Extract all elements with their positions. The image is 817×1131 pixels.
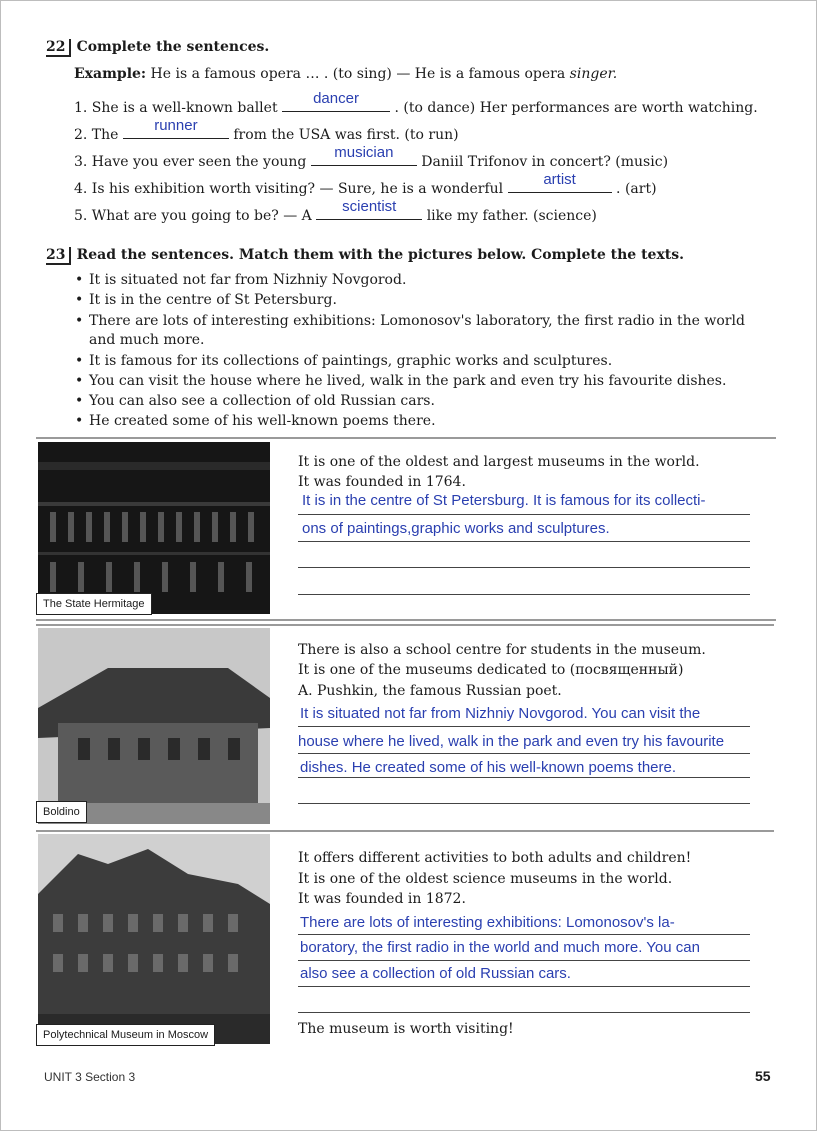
- answer-blank[interactable]: [311, 144, 417, 166]
- exercise-23-heading: [46, 244, 684, 265]
- building-photo-icon: [38, 442, 270, 614]
- footer-unit-label: UNIT 3 Section 3: [44, 1070, 136, 1084]
- answer-line: It is situated not far from Nizhniy Novgorod. You can visit the: [300, 705, 701, 722]
- bullet-item: • There are lots of interesting exhibitions: Lomonosov's laboratory, the first radio in the world: [89, 313, 745, 329]
- answer-rule: [298, 960, 750, 961]
- polytechnical-photo: [38, 834, 270, 1044]
- sentence-text: 1. She is a well-known ballet: [74, 100, 278, 116]
- sentence-text: Daniil Trifonov in concert? (music): [421, 154, 669, 170]
- exercise-title: Read the sentences. Match them with the pictures below. Complete the texts.: [76, 247, 685, 263]
- bullet-item: • It is famous for its collections of paintings, graphic works and sculptures.: [89, 353, 612, 369]
- panel-closing-line: The museum is worth visiting!: [298, 1021, 514, 1037]
- panel-text-line: It was founded in 1872.: [298, 891, 466, 907]
- sentence-text: 4. Is his exhibition worth visiting? — Sure, he is a wonderful: [74, 181, 504, 197]
- answer-text: scientist: [342, 198, 397, 215]
- sentence-text: from the USA was first. (to run): [233, 127, 459, 143]
- answer-blank[interactable]: [123, 117, 229, 139]
- answer-rule: [298, 514, 750, 515]
- answer-rule: [298, 541, 750, 542]
- sentence-4: [74, 171, 657, 197]
- answer-rule: [298, 986, 750, 987]
- house-photo-icon: [38, 628, 270, 824]
- answer-rule: [298, 803, 750, 804]
- answer-line: ons of paintings,graphic works and sculptures.: [302, 520, 610, 537]
- example-text: He is a famous opera … . (to sing) — He is a famous opera: [150, 66, 570, 82]
- answer-rule: [298, 753, 750, 754]
- sentence-text: 3. Have you ever seen the young: [74, 154, 307, 170]
- panel-text-line: It was founded in 1764.: [298, 474, 466, 490]
- answer-rule: [298, 934, 750, 935]
- panel-text-line: There is also a school centre for students in the museum.: [298, 642, 706, 658]
- exercise-22-heading: [46, 36, 269, 57]
- panel-text-line: It is one of the museums dedicated to (посвященный): [298, 662, 684, 678]
- answer-blank[interactable]: [282, 90, 390, 112]
- answer-blank[interactable]: [508, 171, 612, 193]
- sentence-text: like my father. (science): [426, 208, 597, 224]
- museum-photo-icon: [38, 834, 270, 1044]
- exercise-title: Complete the sentences.: [76, 39, 270, 55]
- answer-rule: [298, 1012, 750, 1013]
- answer-text: dancer: [313, 90, 359, 107]
- bullet-item: • It is in the centre of St Petersburg.: [89, 292, 337, 308]
- answer-rule: [298, 567, 750, 568]
- exercise-number: 22: [46, 39, 71, 57]
- answer-line: also see a collection of old Russian cars.: [300, 965, 571, 982]
- sentence-5: [74, 198, 597, 224]
- photo-caption: Boldino: [36, 801, 87, 823]
- answer-text: artist: [543, 171, 576, 188]
- bullet-item: • You can also see a collection of old Russian cars.: [89, 393, 435, 409]
- panel-text-line: A. Pushkin, the famous Russian poet.: [298, 683, 562, 699]
- answer-line: boratory, the first radio in the world and much more. You can: [300, 939, 700, 956]
- panel-text-line: It is one of the oldest and largest museums in the world.: [298, 454, 700, 470]
- bullet-item: • He created some of his well-known poems there.: [89, 413, 436, 429]
- exercise-number: 23: [46, 247, 71, 265]
- panel-text-line: It offers different activities to both adults and children!: [298, 850, 692, 866]
- answer-line: There are lots of interesting exhibitions: Lomonosov's la-: [300, 914, 675, 931]
- photo-caption: Polytechnical Museum in Moscow: [36, 1024, 215, 1046]
- bullet-item: • You can visit the house where he lived, walk in the park and even try his favourite dishes.: [89, 373, 726, 389]
- boldino-photo: [38, 628, 270, 824]
- answer-text: musician: [334, 144, 394, 161]
- bullet-item: • It is situated not far from Nizhniy Novgorod.: [89, 272, 406, 288]
- answer-blank[interactable]: [316, 198, 422, 220]
- page-number: 55: [755, 1068, 771, 1084]
- sentence-text: . (art): [616, 181, 657, 197]
- example-answer: singer.: [569, 66, 618, 82]
- sentence-1: [74, 90, 758, 116]
- sentence-text: . (to dance) Her performances are worth watching.: [394, 100, 758, 116]
- hermitage-photo: [38, 442, 270, 614]
- sentence-text: 5. What are you going to be? — A: [74, 208, 312, 224]
- answer-rule: [298, 726, 750, 727]
- answer-rule: [298, 594, 750, 595]
- answer-line: dishes. He created some of his well-known poems there.: [300, 759, 677, 776]
- sentence-2: [74, 117, 459, 143]
- sentence-3: [74, 144, 669, 170]
- answer-line: It is in the centre of St Petersburg. It is famous for its collecti-: [302, 492, 706, 509]
- example-label: Example:: [74, 66, 147, 82]
- sentence-text: 2. The: [74, 127, 119, 143]
- panel-text-line: It is one of the oldest science museums in the world.: [298, 871, 673, 887]
- answer-line: house where he lived, walk in the park and even try his favourite: [298, 733, 725, 750]
- answer-rule: [298, 777, 750, 778]
- example-line: [74, 66, 617, 82]
- answer-text: runner: [154, 117, 198, 134]
- photo-caption: The State Hermitage: [36, 593, 152, 615]
- bullet-item-continuation: and much more.: [89, 332, 205, 348]
